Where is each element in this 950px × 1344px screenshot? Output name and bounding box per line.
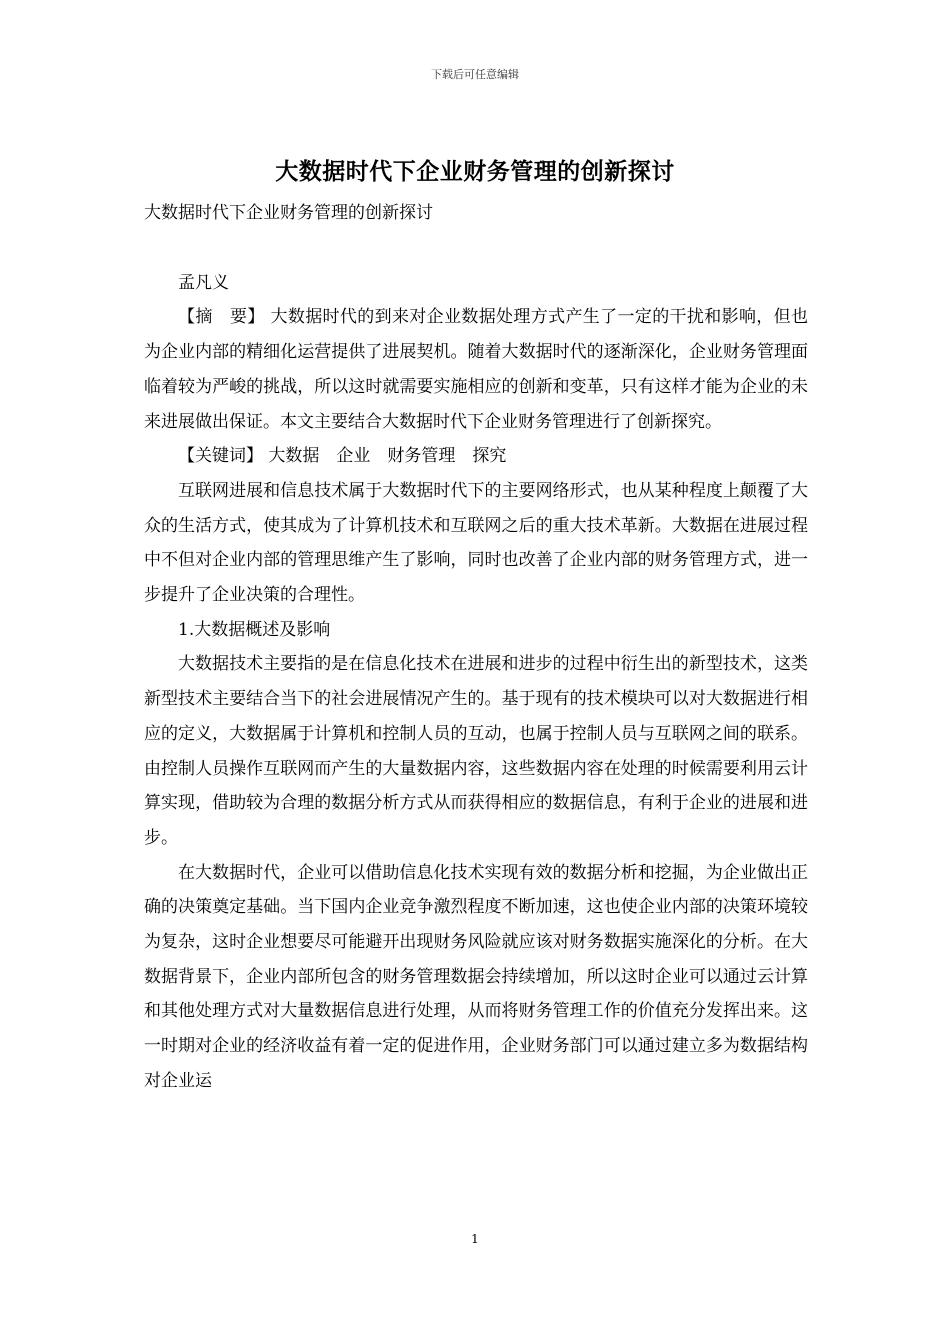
author-name: 孟凡义 [178,272,229,293]
document-body [144,196,808,1099]
section-heading: 1.大数据概述及影响 [178,619,331,640]
document-title: 大数据时代下企业财务管理的创新探讨 [275,158,675,185]
body-paragraph: 在大数据时代，企业可以借助信息化技术实现有效的数据分析和挖掘，为企业做出正确的决策奠定基础。当下国内企业竞争激烈程度不断加速，这也使企业内部的决策环境较为复杂，这时企业想要尽可能避开出现财务风险就应该对财务数据实施深化的分析。在大数据背景下，企业内部所包含的财务管理数据会持续增加，所以这时企业可以通过云计算和其他处理方式对大量数据信息进行处理，从而将财务管理工作的价值充分发挥出来。这一时期对企业的经济收益有着一定的促进作用，企业财务部门可以通过建立多为数据结构对企业运 [144,862,808,1091]
body-paragraph: 大数据技术主要指的是在信息化技术在进展和进步的过程中衍生出的新型技术，这类新型技术主要结合当下的社会进展情况产生的。基于现有的技术模块可以对大数据进行相应的定义，大数据属于计算机和控制人员的互动，也属于控制人员与互联网之间的联系。由控制人员操作互联网而产生的大量数据内容，这些数据内容在处理的时候需要利用云计算实现，借助较为合理的数据分析方式从而获得相应的数据信息，有利于企业的进展和进步。 [144,654,808,848]
page-number: 1 [471,1232,479,1246]
body-paragraph: 互联网进展和信息技术属于大数据时代下的主要网络形式，也从某种程度上颠覆了大众的生活方式，使其成为了计算机技术和互联网之后的重大技术革新。大数据在进展过程中不但对企业内部的管理思维产生了影响，同时也改善了企业内部的财务管理方式，进一步提升了企业决策的合理性。 [144,480,808,606]
page-header-note: 下载后可任意编辑 [431,68,519,81]
keywords-line: 【关键词】 大数据 企业 财务管理 探究 [178,446,507,467]
abstract-paragraph: 【摘 要】 大数据时代的到来对企业数据处理方式产生了一定的干扰和影响，但也为企业内部的精细化运营提供了进展契机。随着大数据时代的逐渐深化，企业财务管理面临着较为严峻的挑战，所以这时就需要实施相应的创新和变革，只有这样才能为企业的未来进展做出保证。本文主要结合大数据时代下企业财务管理进行了创新探究。 [144,307,808,432]
document-subtitle: 大数据时代下企业财务管理的创新探讨 [144,203,433,223]
